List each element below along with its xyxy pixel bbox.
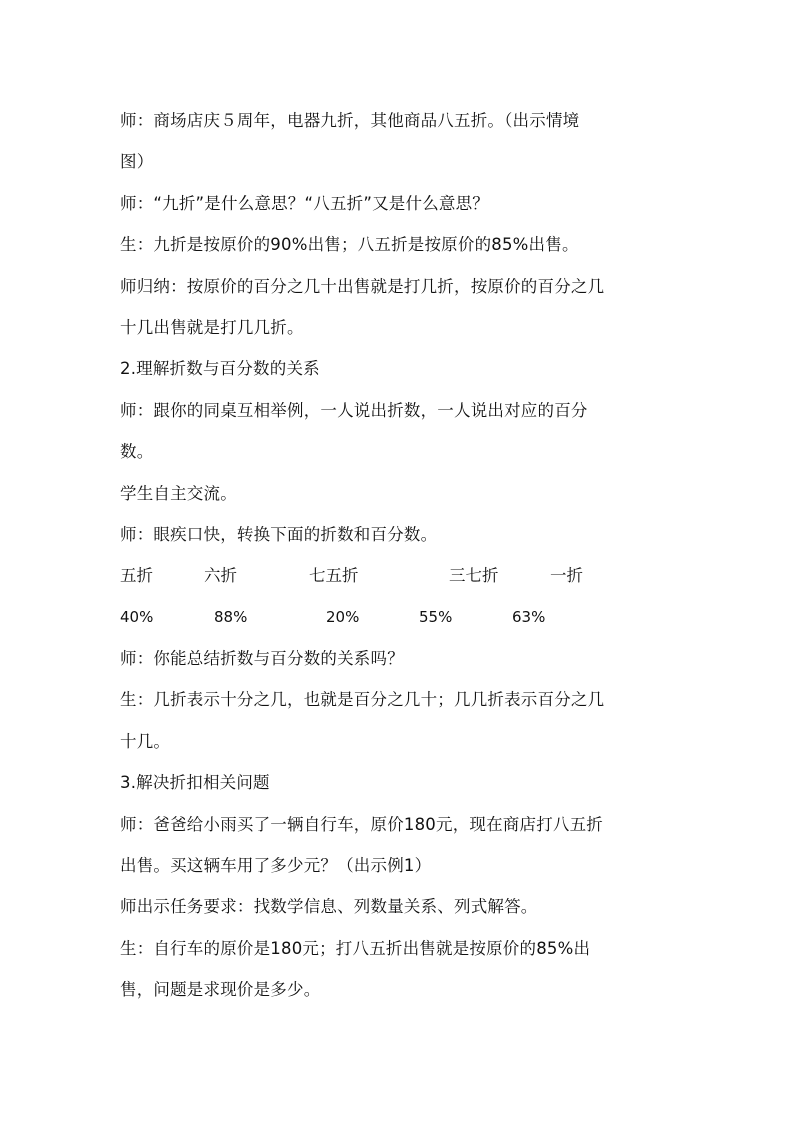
text-line: 学生自主交流。 <box>120 483 237 503</box>
section-heading: 2.理解折数与百分数的关系 <box>120 359 320 379</box>
text-line: 生：自行车的原价是180元；打八五折出售就是按原价的85%出 <box>120 938 591 958</box>
discount-item: 五折 <box>120 566 153 586</box>
text-line: 师：跟你的同桌互相举例，一人说出折数，一人说出对应的百分 <box>120 400 588 420</box>
discount-item: 三七折 <box>449 566 499 586</box>
text-line: 师归纳：按原价的百分之几十出售就是打几折，按原价的百分之几 <box>120 276 605 296</box>
text-line: 数。 <box>120 442 154 462</box>
text-line: 十几。 <box>120 731 171 751</box>
text-line: 售，问题是求现价是多少。 <box>120 980 321 1000</box>
discount-item: 一折 <box>550 566 583 586</box>
text-line: 师：爸爸给小雨买了一辆自行车，原价180元，现在商店打八五折 <box>120 814 603 834</box>
percent-item: 55% <box>419 607 453 626</box>
section-heading: 3.解决折扣相关问题 <box>120 773 270 793</box>
percent-item: 20% <box>326 607 360 626</box>
text-line: 十几出售就是打几几折。 <box>120 317 304 337</box>
text-line: 生：几折表示十分之几，也就是百分之几十；几几折表示百分之几 <box>120 690 605 710</box>
text-line: 师：眼疾口快，转换下面的折数和百分数。 <box>120 524 438 544</box>
text-line: 图） <box>120 152 154 172</box>
discount-item: 六折 <box>204 566 237 586</box>
text-line: 师：“九折”是什么意思？“八五折”又是什么意思？ <box>120 193 489 213</box>
percent-item: 88% <box>214 607 248 626</box>
discount-row <box>120 555 680 596</box>
text-line: 师出示任务要求：找数学信息、列数量关系、列式解答。 <box>120 897 538 917</box>
percent-item: 63% <box>512 607 546 626</box>
percent-row <box>120 597 680 638</box>
text-line: 生：九折是按原价的90%出售；八五折是按原价的85%出售。 <box>120 235 579 255</box>
text-line: 师：商场店庆５周年，电器九折，其他商品八五折。（出示情境 <box>120 111 580 130</box>
document-page <box>120 100 680 1011</box>
percent-item: 40% <box>120 607 154 626</box>
text-line: 师：你能总结折数与百分数的关系吗？ <box>120 649 404 669</box>
text-line: 出售。买这辆车用了多少元？（出示例1） <box>120 856 432 876</box>
discount-item: 七五折 <box>309 566 359 586</box>
